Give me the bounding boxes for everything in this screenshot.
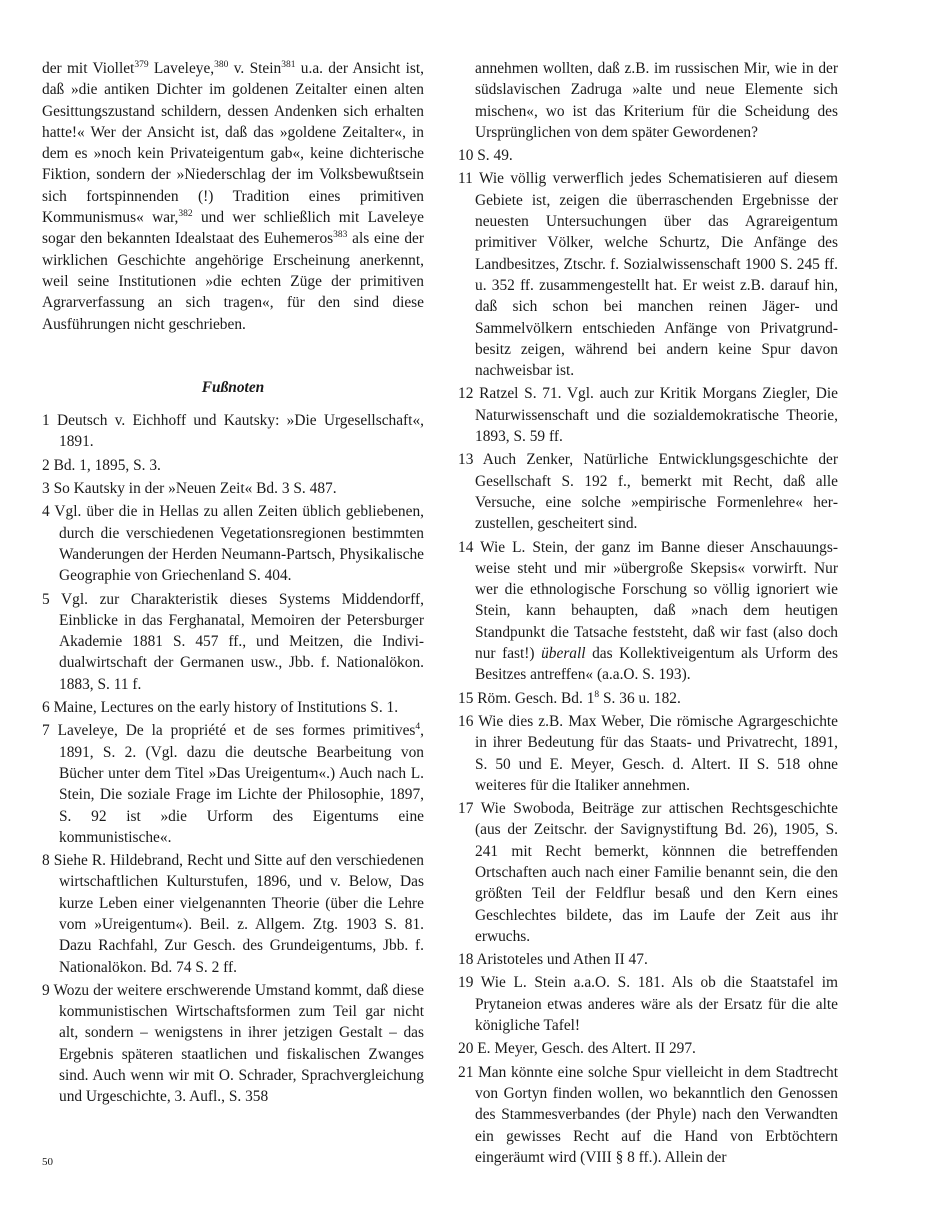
body-text: u.a. der Ansicht ist, daß »die antiken Dichter im goldenen Zeitalter einen alten Gesittungszustand schildern, dessen Andenken sich erhalten hatte!« Wer der Ansicht ist, daß das »goldene Zeitalter«, in dem es »noch kein Privateigentum gab«, keine dichterische Fiktion, sondern der »Niederschlag der im Volksbewußtsein sich fortspinnenden (!) Tradition eines primitiven Kommunismus« war, xyxy=(42,60,424,227)
footnote-ref-382[interactable]: 382 xyxy=(178,209,193,220)
footnote-3: 3 So Kautsky in der »Neuen Zeit« Bd. 3 S. 487. xyxy=(42,480,337,498)
emphasis-text: überall xyxy=(541,645,586,663)
footnote-15: 15 Röm. Gesch. Bd. $1^8$ S. 36 u. 182. xyxy=(458,689,681,707)
body-text: der mit Viollet xyxy=(42,60,135,77)
body-text: und wer schließlich mit Laveleye sogar den bekannten Idealstaat des Euhemeros xyxy=(42,209,424,248)
footnote-18: 18 Aristoteles und Athen II 47. xyxy=(458,951,648,969)
footnote-13: 13 Auch Zenker, Natürliche Entwicklungsgeschichte der Gesellschaft S. 192 f., bemerkt mit Recht, daß alle Versuche, eine solche »empirische Formenlehre« herzustellen, gescheitert sind. xyxy=(458,451,838,533)
footnote-2: 2 Bd. 1, 1895, S. 3. xyxy=(42,456,161,474)
footnote-9-continuation: annehmen wollten, daß z.B. im russischen Mir, wie in der südslavischen Zadruga »alte und neue Elemente sich mischen«, wo ist das Kriterium für die Scheidung des Ursprünglichen von dem später Gewordenen? xyxy=(475,60,838,141)
footnote-ref-380[interactable]: 380 xyxy=(214,60,229,70)
footnote-17: 17 Wie Swoboda, Beiträge zur attischen Rechtsgeschichte (aus der Zeitschr. der Savignystiftung Bd. 26), 1905, S. 241 mit Recht bemerkt, könnnen die betreffenden Ortschaften auch nach einer Familie benannt sein, die den größten Teil der Feldflur besaß und den Kern eines Geschlechtes bildete, das im Laufe der Zeit aus ihr erwuchs. xyxy=(458,800,838,945)
body-text: Laveleye, xyxy=(148,60,215,77)
left-column xyxy=(42,58,424,1110)
footnote-16: 16 Wie dies z.B. Max Weber, Die römische Agrargeschichte in ihrer Bedeutung für das Staats- und Privatrecht, 1891, S. 50 und E. Meyer, Gesch. d. Altert. II S. 518 ohne weiteres für die Italiker annehmen. xyxy=(458,712,839,794)
footnote-ref-381[interactable]: 381 xyxy=(281,60,296,70)
footnote-ref-379[interactable]: 379 xyxy=(134,60,149,70)
body-text: als eine der wirklichen Geschichte angehörige Erscheinung anerkennt, weil seine Institutionen »die echten Züge der primitiven Agrarverfassung an sich tragen«, für den sind diese Ausführungen nicht geschrieben. xyxy=(42,230,424,333)
footnote-5: 5 Vgl. zur Charakteristik dieses Systems Middendorff, Einblicke in das Ferghanatal, Memoiren der Petersburger Akademie 1881 S. 457 ff., und Meitzen, die Individualwirtschaft der Germanen usw., Jbb. f. Nationalökon. 1883, S. 11 f. xyxy=(42,590,424,693)
footnote-19: 19 Wie L. Stein a.a.O. S. 181. Als ob die Staatstafel im Prytaneion etwas anderes wäre als der Ersatz für die alte königliche Tafel! xyxy=(458,974,838,1035)
footnote-12: 12 Ratzel S. 71. Vgl. auch zur Kritik Morgans Ziegler, Die Naturwissenschaft und die sozialdemokratische Theorie, 1893, S. 59 ff. xyxy=(458,385,838,446)
footnote-21: 21 Man könnte eine solche Spur vielleicht in dem Stadtrecht von Gortyn finden wollen, wo bekanntlich den Genossen des Stammesverbandes (der Phyle) nach den Verwandten ein gewisses Recht auf die Hand von Erbtöchtern eingeräumt wird (VIII § 8 ff.). Allein der xyxy=(458,1063,838,1166)
page-number: 50 xyxy=(42,1156,53,1168)
footnote-4: 4 Vgl. über die in Hellas zu allen Zeiten üblich gebliebenen, durch die verschiedenen Vegetationsregionen bestimmten Wanderungen der Herden Neumann-Partsch, Physikalische Geographie von Griechenland S. 404. xyxy=(42,503,424,585)
footnote-9: 9 Wozu der weitere erschwerende Umstand kommt, daß diese kommunistischen Wirtschaftsformen zum Teil gar nicht alt, sondern – wenigstens in ihrer jetzigen Gestalt – das Ergebnis späteren staatlichen und fiskalischen Zwanges sind. Auch wenn wir mit O. Schrader, Sprachvergleichung und Urgeschichte, 3. Aufl., S. 358 xyxy=(42,981,424,1106)
right-column xyxy=(458,58,838,1170)
edition-superscript: 4 xyxy=(415,722,421,733)
footnote-10: 10 S. 49. xyxy=(458,147,513,165)
footnote-11: 11 Wie völlig verwerflich jedes Schematisieren auf diesem Gebiete ist, zeigen die überraschenden Ergebnisse der neuesten Untersuchungen über das Agrareigentum primitiver Völker, welche Schurtz, Die Anfänge des Landbesitzes, Ztschr. f. Sozialwissenschaft 1900 S. 245 ff. u. 352 ff. zusammengestellt hat. Er weist z.B. darauf hin, daß sich schon bei manchen reinen Jäger- und Sammelvölkern entschieden Anfänge von Privatgrundbesitz zeigen, während bei andern keine Spur davon nachweisbar ist. xyxy=(458,170,838,380)
body-text: v. Stein xyxy=(228,60,282,77)
body-paragraph xyxy=(42,58,424,335)
edition-superscript: 8 xyxy=(594,689,600,700)
footnote-8: 8 Siehe R. Hildebrand, Recht und Sitte auf den verschiedenen wirtschaftlichen Kulturstufen, 1896, und v. Below, Das kurze Leben einer vielgenannten Theorie (über die Lehre vom »Ureigentum«). Beil. z. Allgem. Ztg. 1903 S. 81. Dazu Rachfahl, Zur Gesch. des Grundeigentums, Jbb. f. Nationalökon. Bd. 74 S. 2 ff. xyxy=(42,852,424,976)
footnote-ref-383[interactable]: 383 xyxy=(333,230,348,241)
footnote-1: 1 Deutsch v. Eichhoff und Kautsky: »Die Urgesellschaft«, 1891. xyxy=(42,412,424,451)
footnotes-heading: Fußnoten xyxy=(201,378,265,396)
footnote-20: 20 E. Meyer, Gesch. des Altert. II 297. xyxy=(458,1040,696,1058)
footnote-6: 6 Maine, Lectures on the early history of Institutions S. 1. xyxy=(42,699,399,717)
footnote-7: 7 Laveleye, De la propriété et de ses formes primitives$^4$, 1891, S. 2. (Vgl. dazu die deutsche Bearbeitung von Bücher unter dem Titel »Das Ureigentum«.) Auch nach L. Stein, Die soziale Frage im Lichte der Philosophie, 1897, S. 92 ist »die Urform des Eigentums eine kommunistische«. xyxy=(42,722,424,846)
footnote-14: 14 Wie L. Stein, der ganz im Banne dieser Anschauungsweise steht und mir »übergroße Skepsis« vorwirft. Nur wer die ethnologische Forschung so völlig ignoriert wie Stein, kann behaupten, daß »nach dem heutigen Standpunkt die Tatsache feststeht, daß wir fast (also doch nur fast!) überall das Kollektiveigentum als Urform des Besitzes antreffen« (a.a.O. S. 193). xyxy=(458,538,838,684)
